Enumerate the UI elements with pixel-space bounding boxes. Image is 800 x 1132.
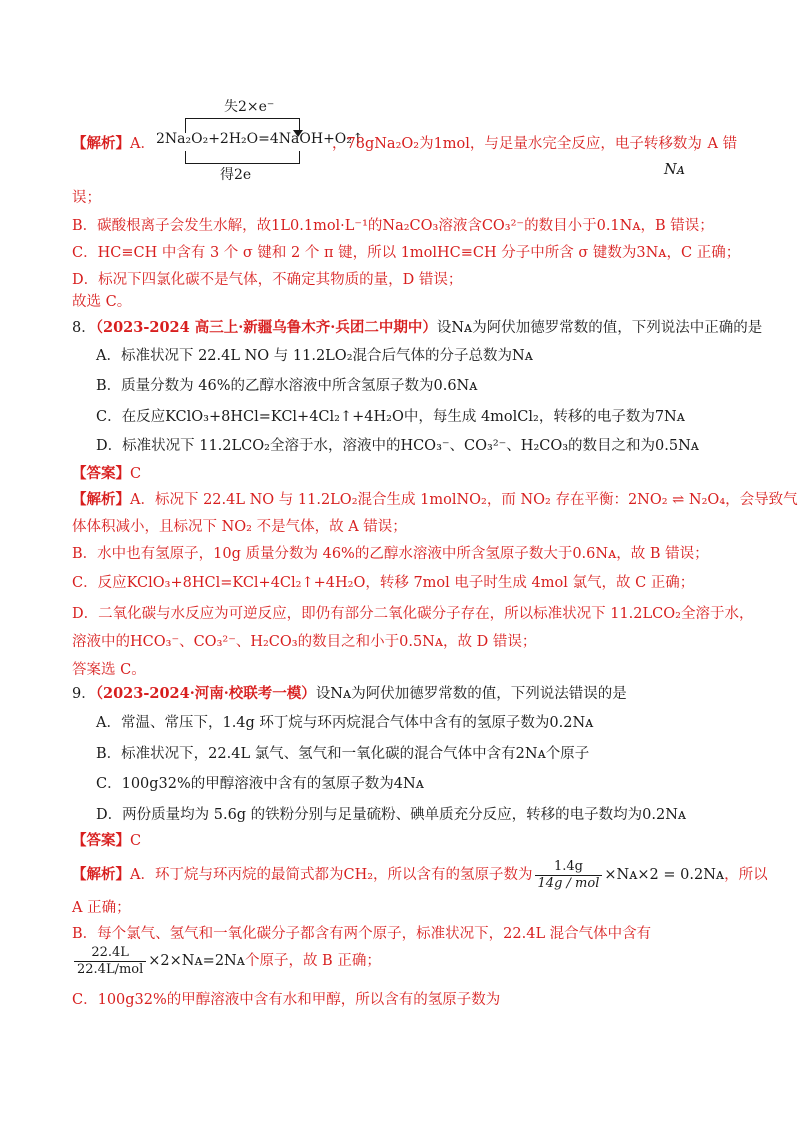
q9-option-a: A．常温、常压下，1.4g 环丁烷与环丙烷混合气体中含有的氢原子数为0.2Nᴀ xyxy=(96,715,594,731)
q7-analysis-a-wrap: 误； xyxy=(72,190,101,206)
formula-tail: ×2×Nᴀ=2Nᴀ xyxy=(148,953,245,969)
q8-analysis-line-1 xyxy=(72,490,798,510)
reaction-equation: 2Na₂O₂+2H₂O=4NaOH+O₂↑ xyxy=(156,131,364,147)
q9-analysis-a-wrap: A 正确； xyxy=(72,900,131,916)
analysis-text: A．标况下 22.4L NO 与 11.2LO₂混合生成 1molNO₂，而 NO₂ 存在平衡：2NO₂ ⇌ N₂O₄，会导致气 xyxy=(130,492,798,508)
q8-option-a: A．标准状况下 22.4L NO 与 11.2LO₂混合后气体的分子总数为Nᴀ xyxy=(96,348,533,364)
analysis-tag: 【解析】 xyxy=(72,491,130,508)
q8-answer-final: 答案选 C。 xyxy=(72,662,146,678)
q8-analysis-line-2: 体体积减小，且标况下 NO₂ 不是气体，故 A 错误； xyxy=(72,519,407,535)
fraction xyxy=(535,859,603,892)
q8-option-b: B．质量分数为 46%的乙醇水溶液中所含氢原子数为0.6Nᴀ xyxy=(96,378,478,394)
fraction-denominator: 14g / mol xyxy=(537,875,600,891)
q9-analysis-b: B．每个氯气、氢气和一氧化碳分子都含有两个原子，标准状况下，22.4L 混合气体中含有 xyxy=(72,926,652,942)
q8-analysis-line-3: B．水中也有氢原子，10g 质量分数为 46%的乙醇水溶液中所含氢原子数大于0.6Nᴀ，故 B 错误； xyxy=(72,546,709,562)
q9-option-c: C．100g32%的甲醇溶液中含有的氢原子数为4Nᴀ xyxy=(96,776,424,792)
q7-analysis-b: B．碳酸根离子会发生水解，故1L0.1mol·L⁻¹的Na₂CO₃溶液含CO₃²⁻的数目小于0.1Nᴀ，B 错误； xyxy=(72,218,714,234)
analysis-text-end: ，所以 xyxy=(724,867,768,883)
q7-analysis-a xyxy=(72,134,155,154)
q9-option-d: D．两份质量均为 5.6g 的铁粉分别与足量硫粉、碘单质充分反应，转移的电子数均为0.2Nᴀ xyxy=(96,807,687,823)
answer-tag: 【答案】 xyxy=(72,832,130,849)
q8-option-d: D．标准状况下 11.2LCO₂全溶于水，溶液中的HCO₃⁻、CO₃²⁻、H₂CO₃的数目之和为0.5Nᴀ xyxy=(96,438,699,454)
q9-analysis-c: C．100g32%的甲醇溶液中含有水和甲醇，所以含有的氢原子数为 xyxy=(72,992,501,1008)
q8-analysis-line-6: 溶液中的HCO₃⁻、CO₃²⁻、H₂CO₃的数目之和小于0.5Nᴀ，故 D 错误； xyxy=(72,634,537,650)
question-number: 8． xyxy=(72,320,96,336)
answer-value: C xyxy=(130,466,142,482)
analysis-tag: 【解析】 xyxy=(72,866,130,883)
answer-tag: 【答案】 xyxy=(72,465,130,482)
fraction-numerator: 1.4g xyxy=(535,859,603,876)
q7-answer: 故选 C。 xyxy=(72,294,132,310)
q7-analysis-na: Nᴀ xyxy=(664,162,685,178)
q8-stem xyxy=(72,318,762,338)
q7-analysis-a-text xyxy=(332,134,702,154)
option-letter: A． xyxy=(130,136,155,152)
fraction-denominator: 22.4L/mol xyxy=(77,961,144,977)
analysis-tag: 【解析】 xyxy=(72,135,130,152)
q9-stem xyxy=(72,684,627,704)
q9-analysis-a xyxy=(72,858,768,892)
answer-value: C xyxy=(130,833,142,849)
formula-tail: ×Nᴀ×2 = 0.2Nᴀ xyxy=(604,867,725,883)
electron-gained-bracket xyxy=(185,151,300,164)
electron-gained-label: 得2e xyxy=(220,167,252,183)
q8-analysis-line-5: D．二氧化碳与水反应为可逆反应，即仍有部分二氧化碳分子存在，所以标准状况下 11.2LCO₂全溶于水， xyxy=(72,606,754,622)
fraction xyxy=(74,945,146,978)
q8-option-c: C．在反应KClO₃+8HCl=KCl+4Cl₂↑+4H₂O中，每生成 4molCl₂，转移的电子数为7Nᴀ xyxy=(96,409,685,425)
question-source: （2023-2024·河南·校联考一模） xyxy=(95,685,316,702)
q9-answer xyxy=(72,831,141,851)
analysis-text-end: 个原子，故 B 正确； xyxy=(244,953,381,969)
question-number: 9． xyxy=(72,686,96,702)
analysis-text: A．环丁烷与环丙烷的最简式都为CH₂，所以含有的氢原子数为 xyxy=(130,867,533,883)
q7-analysis-d: D．标况下四氯化碳不是气体，不确定其物质的量，D 错误； xyxy=(72,272,463,288)
analysis-text: ，78gNa₂O₂为1mol，与足量水完全反应，电子转移数为 xyxy=(332,136,702,152)
q9-option-b: B．标准状况下，22.4L 氯气、氢气和一氧化碳的混合气体中含有2Nᴀ个原子 xyxy=(96,746,590,762)
q7-analysis-c: C．HC≡CH 中含有 3 个 σ 键和 2 个 π 键，所以 1molHC≡CH 分子中所含 σ 键数为3Nᴀ，C 正确； xyxy=(72,245,741,261)
question-stem: 设Nᴀ为阿伏加德罗常数的值，下列说法中正确的是 xyxy=(436,320,763,336)
electron-lost-label: 失2×e⁻ xyxy=(224,99,275,115)
q7-analysis-a-tail: ，A 错 xyxy=(693,136,738,152)
q8-answer xyxy=(72,464,141,484)
electron-transfer-diagram xyxy=(150,96,364,186)
question-source: （2023-2024 高三上·新疆乌鲁木齐·兵团二中期中） xyxy=(95,319,437,336)
question-stem: 设Nᴀ为阿伏加德罗常数的值，下列说法错误的是 xyxy=(315,686,627,702)
q9-analysis-b-2 xyxy=(72,944,381,978)
q8-analysis-line-4: C．反应KClO₃+8HCl=KCl+4Cl₂↑+4H₂O，转移 7mol 电子时生成 4mol 氯气，故 C 正确； xyxy=(72,575,695,591)
fraction-numerator: 22.4L xyxy=(74,945,146,962)
